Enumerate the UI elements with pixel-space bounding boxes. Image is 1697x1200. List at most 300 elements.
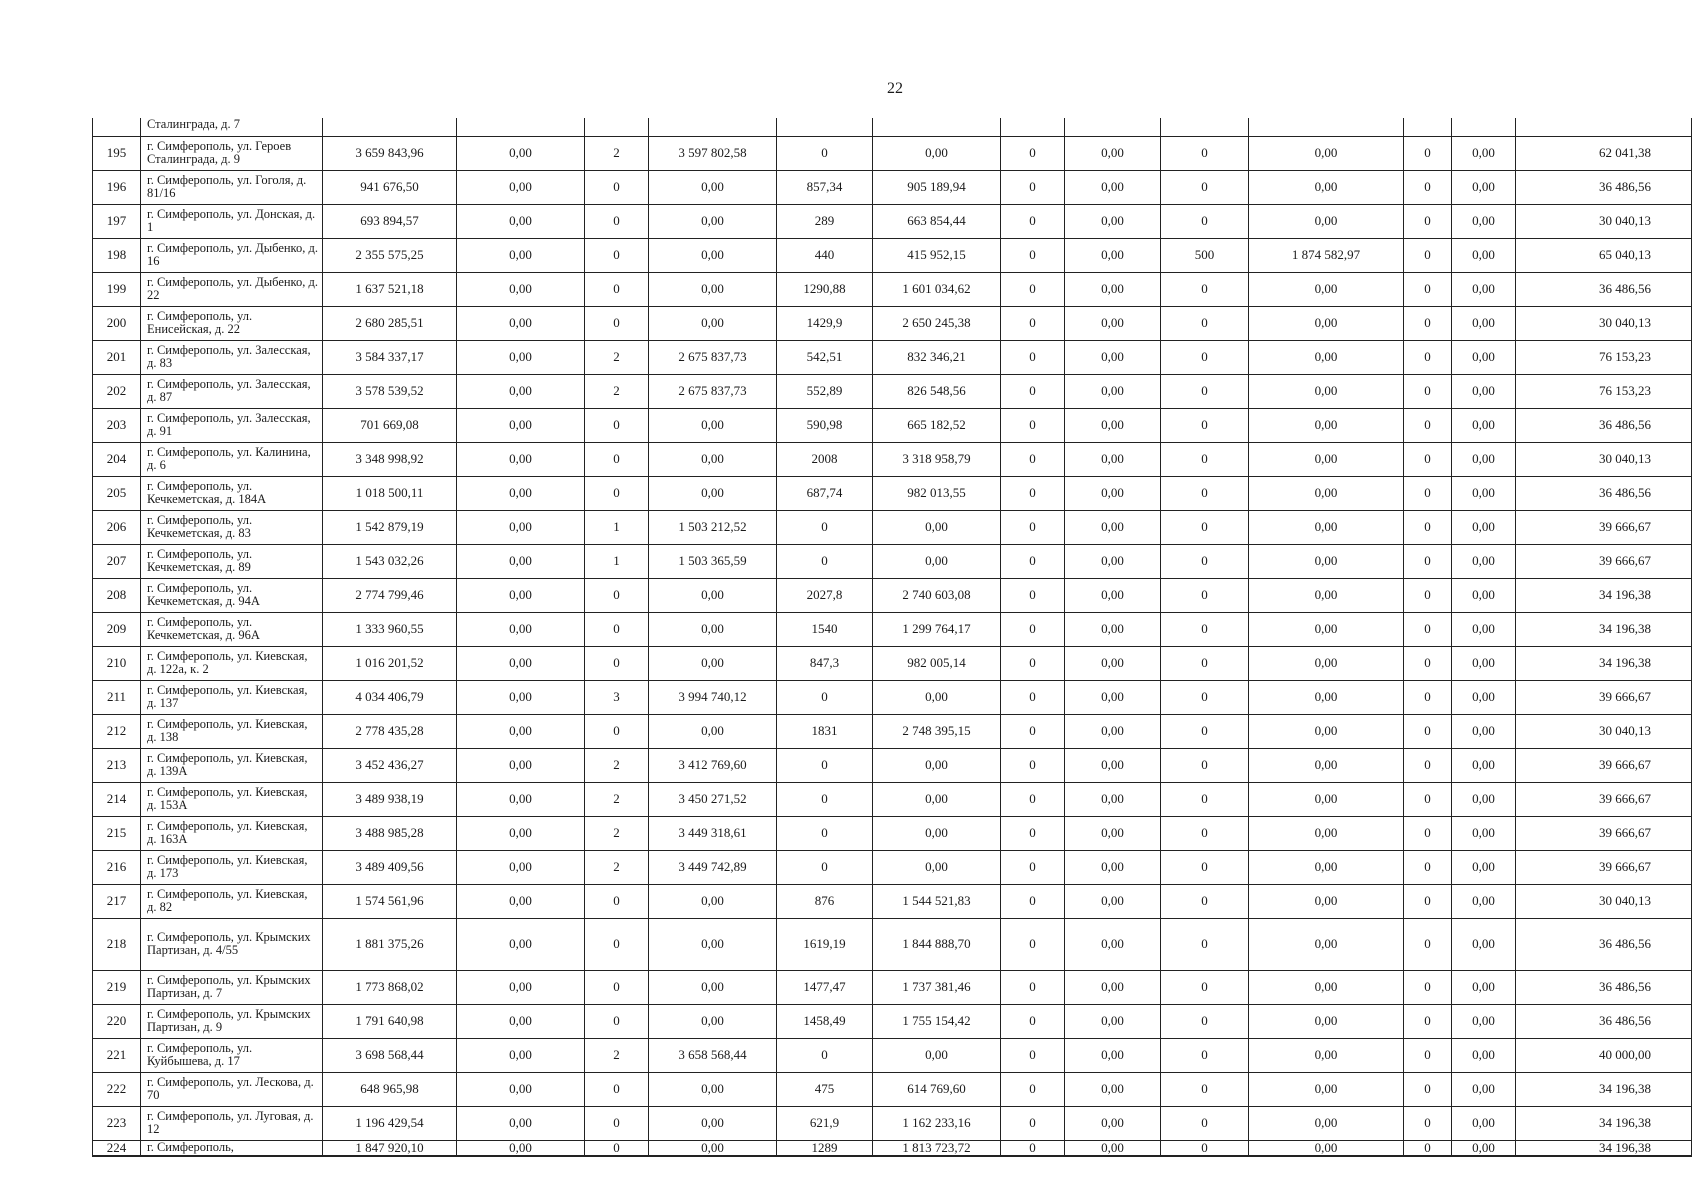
cell-address: г. Симферополь, ул. Кечкеметская, д. 83 [141,510,323,544]
cell-c10: 0,00 [1065,850,1161,884]
cell-c13: 0 [1404,204,1452,238]
cell-c11: 0 [1161,884,1249,918]
cell-c13: 0 [1404,1004,1452,1038]
cell-c4: 0,00 [457,970,585,1004]
cell-c4: 0,00 [457,646,585,680]
cell-n: 220 [93,1004,141,1038]
cell-total: 1 543 032,26 [323,544,457,578]
cell-total: 3 578 539,52 [323,374,457,408]
cell-c10: 0,00 [1065,408,1161,442]
table-row [93,340,1692,374]
cell-c7: 1477,47 [777,970,873,1004]
cell-c9: 0 [1001,850,1065,884]
cell-c9: 0 [1001,238,1065,272]
cell-c8: 0,00 [873,816,1001,850]
cell-c11: 0 [1161,612,1249,646]
table-row [93,1038,1692,1072]
cell-c7: 876 [777,884,873,918]
cell-c5: 0 [585,238,649,272]
cell-c10: 0,00 [1065,1004,1161,1038]
cell-c10: 0,00 [1065,510,1161,544]
cell-n: 206 [93,510,141,544]
cell-c15: 36 486,56 [1516,918,1692,970]
cell-c7: 0 [777,748,873,782]
cell-c7: 1458,49 [777,1004,873,1038]
cell-c6: 0,00 [649,170,777,204]
cell-n: 202 [93,374,141,408]
cell-total: 3 489 409,56 [323,850,457,884]
cell-c11: 0 [1161,680,1249,714]
cell-c14: 0,00 [1452,612,1516,646]
cell-c8: 1 813 723,72 [873,1140,1001,1156]
cell-c6: 3 450 271,52 [649,782,777,816]
cell-c10: 0,00 [1065,476,1161,510]
cell-n [93,118,141,136]
table-row [93,646,1692,680]
cell-c10: 0,00 [1065,816,1161,850]
cell-c5: 2 [585,374,649,408]
cell-c4: 0,00 [457,442,585,476]
cell-c14: 0,00 [1452,578,1516,612]
cell-c15: 39 666,67 [1516,782,1692,816]
cell-c12: 0,00 [1249,612,1404,646]
cell-c5: 0 [585,408,649,442]
cell-c13: 0 [1404,646,1452,680]
cell-n: 215 [93,816,141,850]
cell-c12: 1 874 582,97 [1249,238,1404,272]
cell-c7: 289 [777,204,873,238]
cell-c9: 0 [1001,646,1065,680]
cell-c11: 0 [1161,1038,1249,1072]
cell-c13: 0 [1404,374,1452,408]
cell-c14: 0,00 [1452,1140,1516,1156]
table-row [93,918,1692,970]
cell-c9: 0 [1001,884,1065,918]
table-row [93,782,1692,816]
cell-c13: 0 [1404,850,1452,884]
cell-c8: 1 755 154,42 [873,1004,1001,1038]
cell-total: 693 894,57 [323,204,457,238]
cell-c15: 34 196,38 [1516,1140,1692,1156]
table-row [93,238,1692,272]
cell-c14: 0,00 [1452,1038,1516,1072]
cell-c9: 0 [1001,578,1065,612]
cell-c12: 0,00 [1249,1072,1404,1106]
table-row [93,374,1692,408]
cell-c7: 2027,8 [777,578,873,612]
cell-c12: 0,00 [1249,510,1404,544]
cell-address: г. Симферополь, ул. Кечкеметская, д. 184А [141,476,323,510]
cell-c14: 0,00 [1452,272,1516,306]
cell-address: г. Симферополь, ул. Героев Сталинграда, д. 9 [141,136,323,170]
cell-total: 2 355 575,25 [323,238,457,272]
cell-c4: 0,00 [457,782,585,816]
cell-c8: 1 844 888,70 [873,918,1001,970]
cell-c12: 0,00 [1249,272,1404,306]
cell-c11: 0 [1161,170,1249,204]
cell-c7: 1289 [777,1140,873,1156]
cell-c15: 30 040,13 [1516,442,1692,476]
cell-total: 3 488 985,28 [323,816,457,850]
cell-c8: 0,00 [873,850,1001,884]
cell-c10: 0,00 [1065,1038,1161,1072]
cell-c10: 0,00 [1065,884,1161,918]
cell-address: г. Симферополь, ул. Киевская, д. 122а, к. 2 [141,646,323,680]
cell-c4: 0,00 [457,1072,585,1106]
cell-c8: 1 299 764,17 [873,612,1001,646]
cell-c7: 2008 [777,442,873,476]
cell-total: 701 669,08 [323,408,457,442]
cell-c5: 2 [585,748,649,782]
cell-c5: 0 [585,970,649,1004]
cell-c8: 1 601 034,62 [873,272,1001,306]
cell-c4: 0,00 [457,476,585,510]
cell-c9: 0 [1001,970,1065,1004]
cell-c8: 1 162 233,16 [873,1106,1001,1140]
cell-c12: 0,00 [1249,748,1404,782]
cell-c14: 0,00 [1452,442,1516,476]
cell-c12: 0,00 [1249,408,1404,442]
cell-c13: 0 [1404,408,1452,442]
table-row [93,510,1692,544]
cell-n: 222 [93,1072,141,1106]
cell-total: 3 659 843,96 [323,136,457,170]
cell-n: 204 [93,442,141,476]
cell-c15: 30 040,13 [1516,204,1692,238]
cell-c15: 30 040,13 [1516,884,1692,918]
cell-c12: 0,00 [1249,1106,1404,1140]
cell-n: 209 [93,612,141,646]
cell-total: 1 637 521,18 [323,272,457,306]
table-row [93,170,1692,204]
cell-total: 4 034 406,79 [323,680,457,714]
cell-c4: 0,00 [457,748,585,782]
cell-c15: 30 040,13 [1516,714,1692,748]
cell-c6: 2 675 837,73 [649,374,777,408]
cell-c14: 0,00 [1452,970,1516,1004]
cell-c7: 0 [777,680,873,714]
cell-c8: 2 748 395,15 [873,714,1001,748]
cell-c11: 0 [1161,306,1249,340]
cell-c10: 0,00 [1065,442,1161,476]
cell-c10: 0,00 [1065,1106,1161,1140]
cell-address: г. Симферополь, ул. Луговая, д. 12 [141,1106,323,1140]
cell-c5: 2 [585,782,649,816]
cell-c6: 3 449 318,61 [649,816,777,850]
cell-c11: 0 [1161,442,1249,476]
cell-address: г. Симферополь, ул. Киевская, д. 82 [141,884,323,918]
cell-c7: 0 [777,544,873,578]
cell-c11: 0 [1161,816,1249,850]
cell-total: 2 774 799,46 [323,578,457,612]
cell-c10: 0,00 [1065,748,1161,782]
cell-c6: 0,00 [649,272,777,306]
cell-c14: 0,00 [1452,782,1516,816]
cell-c13: 0 [1404,1038,1452,1072]
cell-c13: 0 [1404,816,1452,850]
cell-c14: 0,00 [1452,918,1516,970]
cell-c14: 0,00 [1452,170,1516,204]
cell-c14: 0,00 [1452,1106,1516,1140]
cell-address: г. Симферополь, ул. Енисейская, д. 22 [141,306,323,340]
cell-c5: 0 [585,612,649,646]
cell-c15: 34 196,38 [1516,612,1692,646]
cell-c11: 0 [1161,1004,1249,1038]
cell-c14: 0,00 [1452,510,1516,544]
cell-c13: 0 [1404,748,1452,782]
cell-total: 2 778 435,28 [323,714,457,748]
table-row [93,612,1692,646]
cell-c13: 0 [1404,782,1452,816]
cell-c4: 0,00 [457,578,585,612]
cell-c14: 0,00 [1452,136,1516,170]
cell-n: 198 [93,238,141,272]
cell-c14: 0,00 [1452,238,1516,272]
cell-c8: 0,00 [873,680,1001,714]
cell-address: г. Симферополь, ул. Киевская, д. 153А [141,782,323,816]
cell-c4: 0,00 [457,714,585,748]
cell-c10: 0,00 [1065,714,1161,748]
table-row [93,306,1692,340]
cell-c11: 0 [1161,918,1249,970]
cell-c5: 3 [585,680,649,714]
cell-c9: 0 [1001,1038,1065,1072]
cell-address: г. Симферополь, ул. Донская, д. 1 [141,204,323,238]
cell-c10: 0,00 [1065,272,1161,306]
cell-c5: 0 [585,1106,649,1140]
cell-c15: 34 196,38 [1516,1072,1692,1106]
cell-c5: 0 [585,306,649,340]
cell-c7: 552,89 [777,374,873,408]
table-row [93,578,1692,612]
cell-c15: 40 000,00 [1516,1038,1692,1072]
cell-c12: 0,00 [1249,782,1404,816]
cell-c14: 0,00 [1452,408,1516,442]
cell-c7: 542,51 [777,340,873,374]
cell-c13: 0 [1404,136,1452,170]
cell-c9: 0 [1001,782,1065,816]
cell-c15: 39 666,67 [1516,510,1692,544]
cell-address: г. Симферополь, ул. Кечкеметская, д. 89 [141,544,323,578]
cell-c14: 0,00 [1452,884,1516,918]
cell-n: 211 [93,680,141,714]
cell-c14: 0,00 [1452,680,1516,714]
cell-c11: 0 [1161,136,1249,170]
cell-n: 213 [93,748,141,782]
cell-c11: 0 [1161,340,1249,374]
data-table-wrapper [92,118,1691,1157]
table-row [93,714,1692,748]
table-row [93,544,1692,578]
cell-address: г. Симферополь, ул. Залесская, д. 83 [141,340,323,374]
cell-c8: 3 318 958,79 [873,442,1001,476]
cell-c10: 0,00 [1065,1072,1161,1106]
cell-c12: 0,00 [1249,578,1404,612]
cell-c12: 0,00 [1249,646,1404,680]
cell-c14: 0,00 [1452,1072,1516,1106]
cell-c15: 36 486,56 [1516,970,1692,1004]
cell-c13: 0 [1404,476,1452,510]
cell-c12: 0,00 [1249,1004,1404,1038]
cell-c12: 0,00 [1249,680,1404,714]
cell-c10: 0,00 [1065,340,1161,374]
cell-c12: 0,00 [1249,136,1404,170]
cell-c11: 0 [1161,408,1249,442]
cell-n: 219 [93,970,141,1004]
cell-c15: 36 486,56 [1516,272,1692,306]
cell-c10: 0,00 [1065,374,1161,408]
cell-c15: 76 153,23 [1516,374,1692,408]
cell-address: Сталинграда, д. 7 [141,118,323,136]
cell-c10: 0,00 [1065,646,1161,680]
cell-c9: 0 [1001,680,1065,714]
cell-n: 200 [93,306,141,340]
cell-c7: 687,74 [777,476,873,510]
cell-c8: 826 548,56 [873,374,1001,408]
cell-address: г. Симферополь, ул. Дыбенко, д. 16 [141,238,323,272]
cell-total: 1 333 960,55 [323,612,457,646]
cell-address: г. Симферополь, ул. Киевская, д. 139А [141,748,323,782]
cell-c4: 0,00 [457,850,585,884]
table-row [93,1106,1692,1140]
cell-c7: 621,9 [777,1106,873,1140]
cell-c4: 0,00 [457,374,585,408]
cell-c13: 0 [1404,306,1452,340]
cell-c12: 0,00 [1249,442,1404,476]
cell-c5: 2 [585,340,649,374]
cell-c15: 34 196,38 [1516,1106,1692,1140]
cell-c7: 590,98 [777,408,873,442]
table-row [93,1004,1692,1038]
cell-address: г. Симферополь, ул. Гоголя, д. 81/16 [141,170,323,204]
cell-c11: 0 [1161,204,1249,238]
cell-c10: 0,00 [1065,680,1161,714]
cell-c4: 0,00 [457,272,585,306]
cell-c5: 0 [585,442,649,476]
cell-c7: 0 [777,850,873,884]
cell-c7: 0 [777,136,873,170]
cell-c9: 0 [1001,442,1065,476]
cell-c14: 0,00 [1452,544,1516,578]
cell-c14: 0,00 [1452,1004,1516,1038]
cell-n: 224 [93,1140,141,1156]
cell-c15: 62 041,38 [1516,136,1692,170]
cell-c6: 3 597 802,58 [649,136,777,170]
cell-c5: 0 [585,1072,649,1106]
cell-c6: 0,00 [649,1140,777,1156]
cell-c13: 0 [1404,1072,1452,1106]
cell-c15: 30 040,13 [1516,306,1692,340]
cell-c12: 0,00 [1249,544,1404,578]
cell-c11: 0 [1161,1072,1249,1106]
cell-c6: 0,00 [649,970,777,1004]
cell-c6: 0,00 [649,1106,777,1140]
cell-c12: 0,00 [1249,1140,1404,1156]
cell-c10: 0,00 [1065,170,1161,204]
data-table [92,118,1692,1157]
cell-c10: 0,00 [1065,782,1161,816]
table-row [93,816,1692,850]
cell-c6: 0,00 [649,306,777,340]
cell-c5: 2 [585,850,649,884]
cell-c8: 982 013,55 [873,476,1001,510]
cell-c14: 0,00 [1452,850,1516,884]
cell-address: г. Симферополь, ул. Куйбышева, д. 17 [141,1038,323,1072]
cell-c4: 0,00 [457,1140,585,1156]
cell-c11: 0 [1161,510,1249,544]
cell-total: 1 018 500,11 [323,476,457,510]
cell-c9: 0 [1001,510,1065,544]
cell-c6: 0,00 [649,884,777,918]
cell-c4: 0,00 [457,544,585,578]
cell-c10: 0,00 [1065,544,1161,578]
cell-c7: 1831 [777,714,873,748]
cell-c15: 39 666,67 [1516,680,1692,714]
cell-c6: 2 675 837,73 [649,340,777,374]
cell-c14: 0,00 [1452,306,1516,340]
cell-c12: 0,00 [1249,476,1404,510]
cell-c5: 1 [585,510,649,544]
cell-c6: 0,00 [649,442,777,476]
cell-c15: 34 196,38 [1516,646,1692,680]
cell-c9: 0 [1001,136,1065,170]
cell-c13: 0 [1404,884,1452,918]
cell-n: 195 [93,136,141,170]
cell-c9: 0 [1001,544,1065,578]
cell-c14: 0,00 [1452,646,1516,680]
cell-c12: 0,00 [1249,374,1404,408]
cell-c13: 0 [1404,238,1452,272]
cell-c4: 0,00 [457,1106,585,1140]
cell-c12: 0,00 [1249,340,1404,374]
cell-c4: 0,00 [457,136,585,170]
cell-n: 196 [93,170,141,204]
cell-n: 216 [93,850,141,884]
cell-total: 3 584 337,17 [323,340,457,374]
cell-c11: 0 [1161,272,1249,306]
cell-c11: 0 [1161,970,1249,1004]
cell-c15: 34 196,38 [1516,578,1692,612]
cell-c15: 76 153,23 [1516,340,1692,374]
cell-c10: 0,00 [1065,578,1161,612]
cell-address: г. Симферополь, ул. Кечкеметская, д. 94А [141,578,323,612]
cell-c15: 36 486,56 [1516,170,1692,204]
cell-c6: 1 503 212,52 [649,510,777,544]
cell-c4: 0,00 [457,918,585,970]
cell-c5: 0 [585,714,649,748]
cell-c7: 1619,19 [777,918,873,970]
cell-c8: 0,00 [873,510,1001,544]
cell-c7: 0 [777,782,873,816]
cell-c8: 0,00 [873,748,1001,782]
cell-c7: 857,34 [777,170,873,204]
cell-n: 207 [93,544,141,578]
cell-n: 212 [93,714,141,748]
cell-c5: 0 [585,272,649,306]
cell-c13: 0 [1404,442,1452,476]
cell-c5: 0 [585,1004,649,1038]
table-row [93,970,1692,1004]
cell-c5: 1 [585,544,649,578]
cell-c10: 0,00 [1065,306,1161,340]
cell-total: 3 348 998,92 [323,442,457,476]
cell-c8: 663 854,44 [873,204,1001,238]
cell-c8: 982 005,14 [873,646,1001,680]
cell-c9: 0 [1001,1072,1065,1106]
cell-total: 3 698 568,44 [323,1038,457,1072]
cell-n: 218 [93,918,141,970]
cell-c15: 39 666,67 [1516,748,1692,782]
